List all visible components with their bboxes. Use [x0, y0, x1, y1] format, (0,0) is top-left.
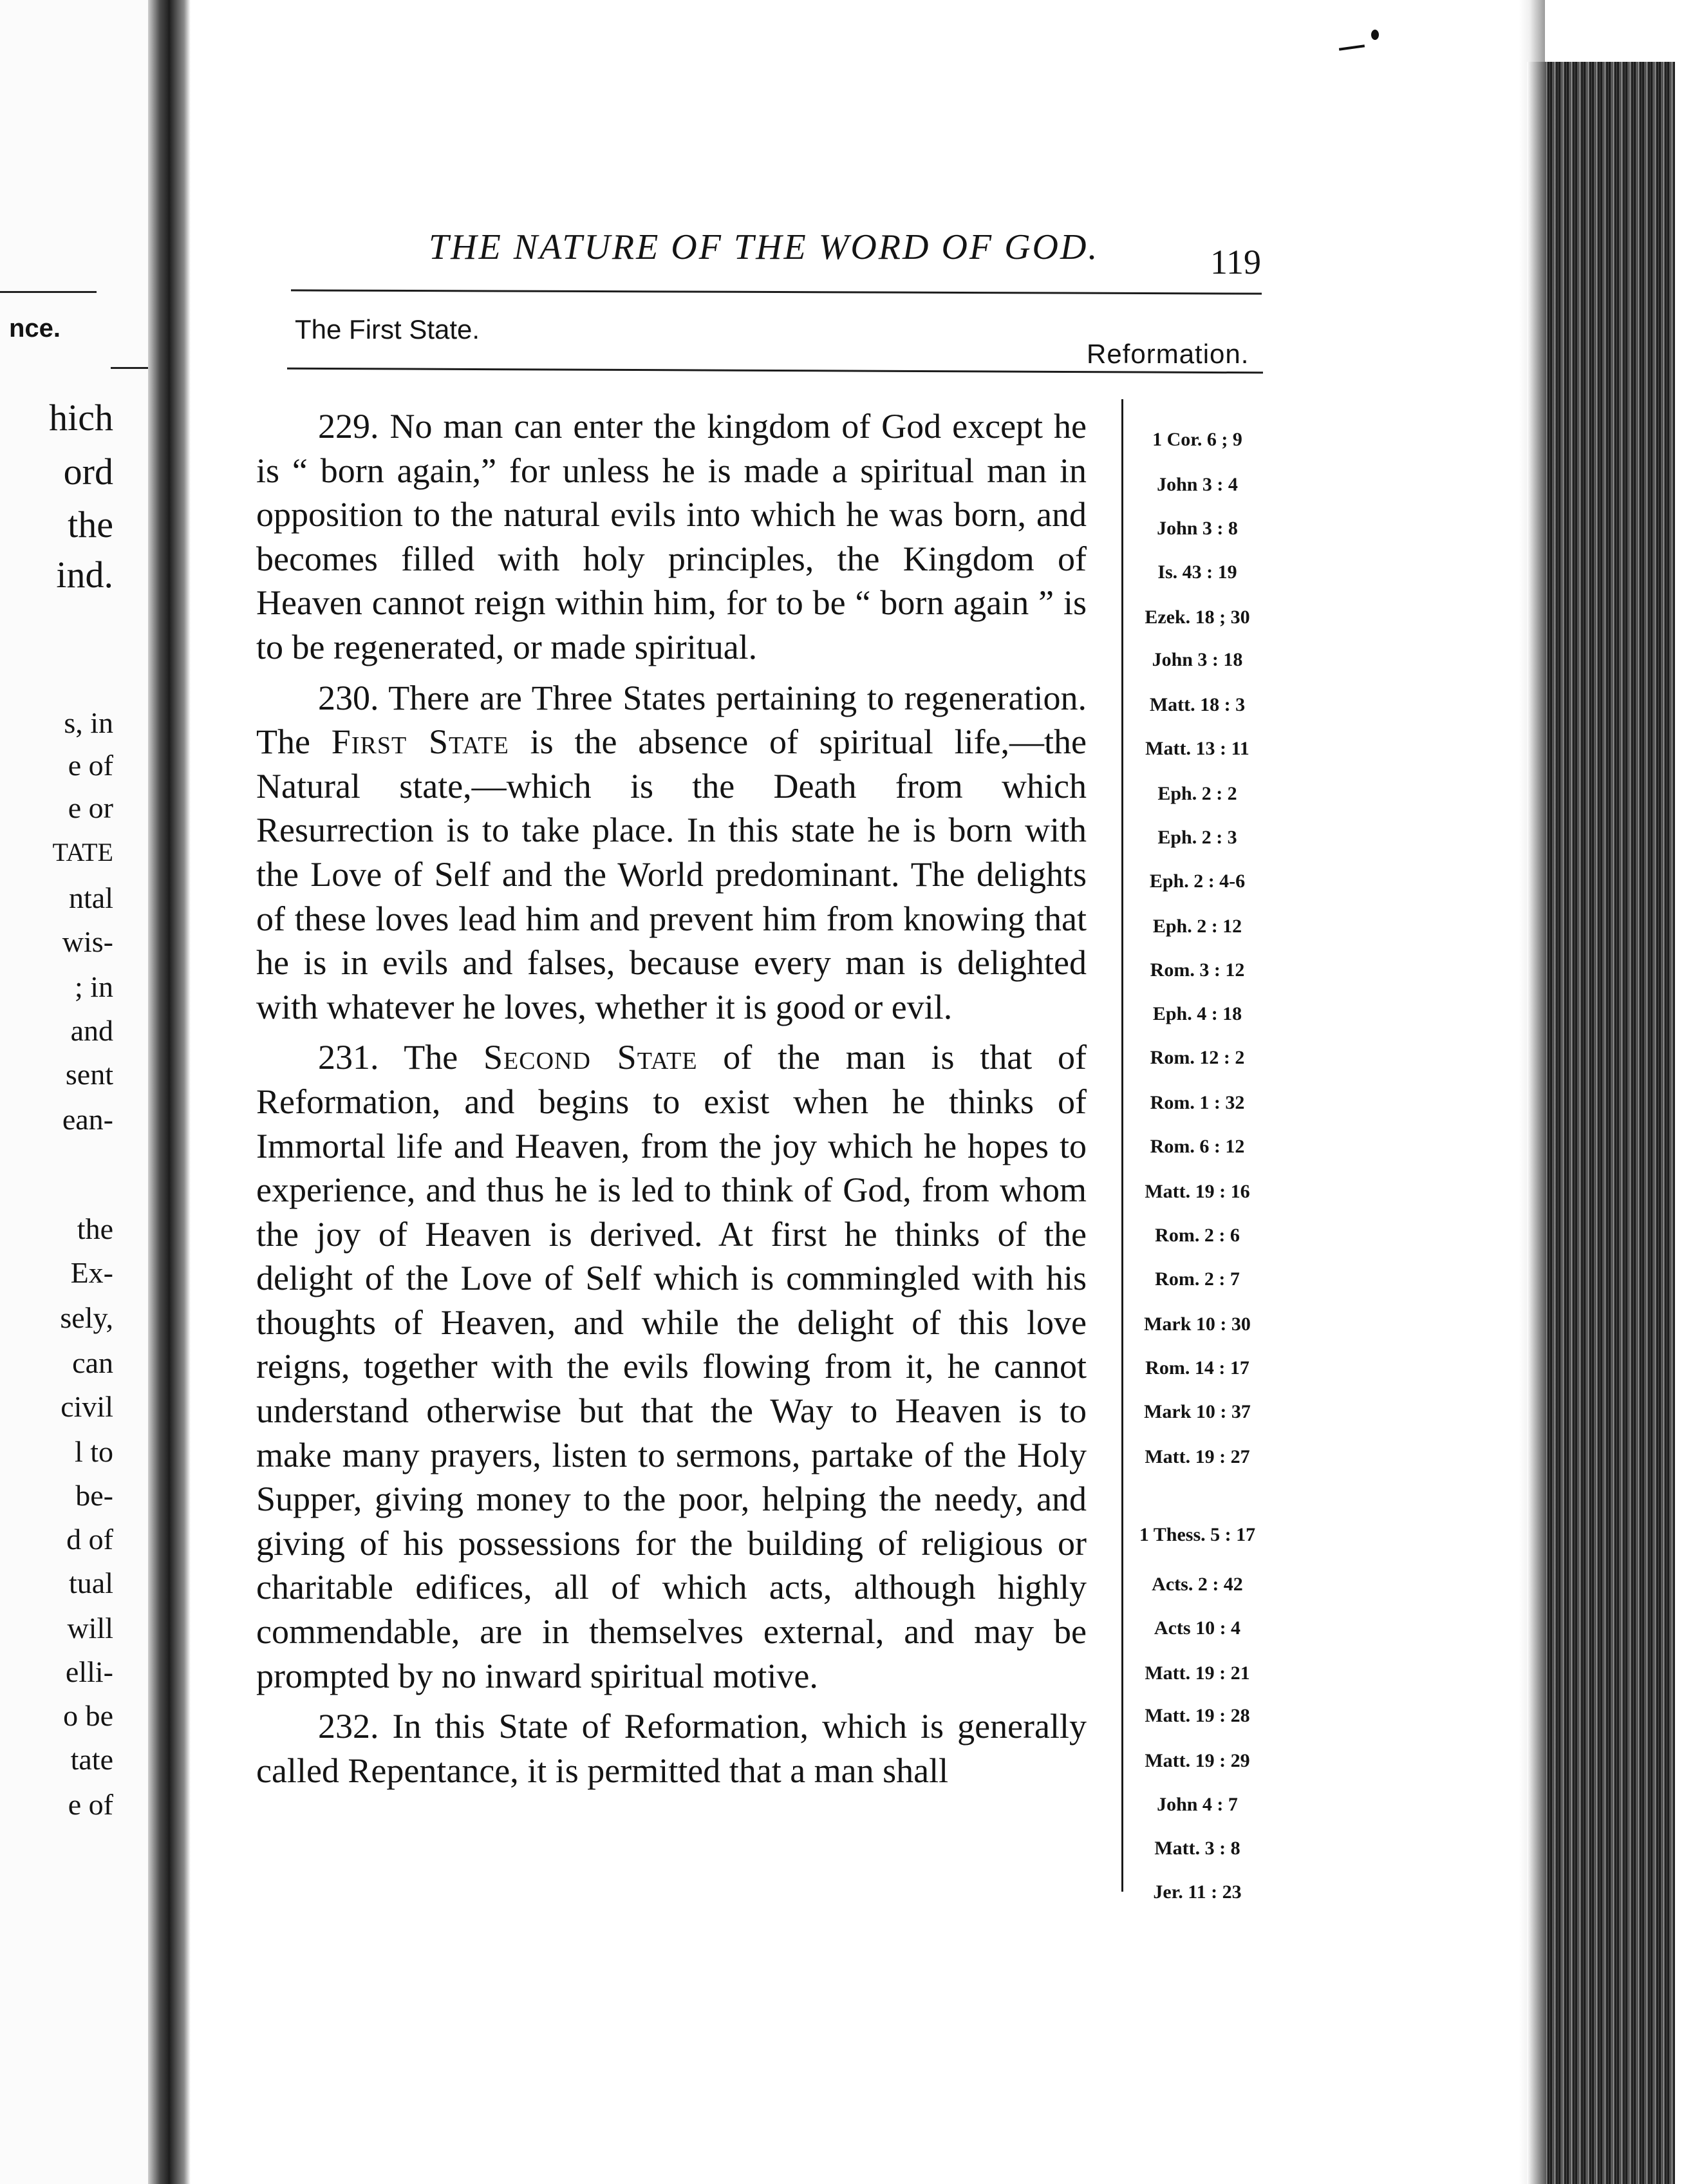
- scripture-reference: Matt. 13 : 11: [1145, 738, 1249, 759]
- scripture-reference: Matt. 19 : 28: [1145, 1705, 1250, 1726]
- left-page-line: e or: [68, 791, 113, 824]
- left-page-line: ean-: [62, 1103, 113, 1136]
- scan-speck: [1339, 44, 1365, 51]
- scripture-reference: Eph. 2 : 12: [1152, 916, 1242, 937]
- scripture-reference: Rom. 12 : 2: [1150, 1047, 1245, 1068]
- left-page-line: e of: [68, 1788, 113, 1821]
- scripture-reference: Matt. 18 : 3: [1149, 694, 1246, 715]
- scripture-reference: Eph. 2 : 2: [1157, 783, 1237, 804]
- page-number: 119: [1210, 243, 1261, 281]
- paragraph-229: [256, 404, 1087, 670]
- page-stack-shade: [1527, 62, 1546, 2184]
- left-page-line: elli-: [65, 1655, 113, 1688]
- left-page-line: ind.: [56, 554, 113, 596]
- scripture-reference: John 3 : 8: [1157, 518, 1238, 539]
- left-page-line: be-: [75, 1479, 113, 1512]
- paragraph-231: [256, 1035, 1087, 1698]
- header-rule: [291, 289, 1262, 294]
- scripture-reference: 1 Thess. 5 : 17: [1139, 1524, 1256, 1545]
- scripture-reference: John 4 : 7: [1157, 1794, 1238, 1815]
- scripture-reference: Jer. 11 : 23: [1153, 1881, 1242, 1903]
- left-page-line: ord: [63, 451, 113, 493]
- paragraph-text: of the man is that of Reformation, and begins to exist when he thinks of Immortal life and Heaven, from the joy which he hopes to experience, and thus he is led to think of God, from whom the joy of Heaven is derived. At first he thinks of the delight of the Love of Self which is commingled with his thoughts of Heaven, and while the delight of this love reigns, together with the evils flowing from it, he cannot understand otherwise but that the Way to Heaven is to make many prayers, listen to sermons, partake of the Holy Supper, giving money to the poor, helping the needy, and giving of his possessions for the building of religious or charitable edifices, all of which acts, although highly commendable, are in themselves external, and may be prompted by no inward spiritual motive.: [256, 1038, 1087, 1695]
- left-page-line: the: [77, 1212, 113, 1245]
- scripture-reference: Matt. 3 : 8: [1154, 1838, 1240, 1859]
- small-caps-term: Second State: [483, 1038, 698, 1077]
- scripture-reference: Is. 43 : 19: [1157, 561, 1237, 583]
- scan-speck: [1371, 30, 1379, 40]
- left-page-line: can: [72, 1346, 113, 1379]
- left-page-line: o be: [63, 1699, 113, 1732]
- left-page-line: Ex-: [70, 1256, 113, 1289]
- paragraph-text: 231. The: [318, 1038, 483, 1077]
- paragraph-text: 230. There are Three States pertaining to regeneration. The: [256, 678, 1087, 762]
- left-page-line: the: [68, 504, 113, 545]
- scripture-reference: Mark 10 : 37: [1144, 1401, 1251, 1422]
- left-page-line: will: [67, 1612, 113, 1644]
- left-page-line: wis-: [62, 925, 113, 958]
- scripture-reference: Ezek. 18 ; 30: [1145, 607, 1250, 628]
- left-page-line: ntal: [69, 881, 113, 914]
- left-page-line: s, in: [64, 706, 113, 739]
- scripture-reference: John 3 : 18: [1152, 649, 1243, 670]
- scripture-reference: Matt. 19 : 16: [1145, 1181, 1250, 1202]
- small-caps-term: First State: [331, 722, 509, 762]
- scripture-reference: Rom. 14 : 17: [1145, 1357, 1249, 1379]
- left-page-line: tual: [69, 1567, 113, 1599]
- left-page-rule: [0, 291, 97, 293]
- scripture-reference: Acts. 2 : 42: [1152, 1574, 1243, 1595]
- scripture-reference: Rom. 6 : 12: [1150, 1136, 1245, 1157]
- left-page-line: ; in: [74, 970, 113, 1003]
- scripture-reference: John 3 : 4: [1157, 474, 1238, 495]
- body-text: [256, 404, 1087, 1793]
- gutter-shadow: [169, 0, 191, 2184]
- page-stack: [1533, 62, 1675, 2184]
- left-page-line: civil: [61, 1390, 113, 1423]
- scripture-reference: Rom. 2 : 7: [1155, 1268, 1240, 1290]
- scripture-reference: 1 Cor. 6 ; 9: [1152, 429, 1242, 450]
- scripture-reference: Matt. 19 : 21: [1145, 1662, 1250, 1684]
- left-page-line: d of: [66, 1523, 113, 1556]
- paragraph-text: 232. In this State of Reformation, which is generally called Repentance, it is permitted that a man shall: [256, 1707, 1087, 1790]
- scripture-reference: Rom. 2 : 6: [1155, 1225, 1240, 1246]
- scripture-reference: Eph. 2 : 3: [1157, 827, 1237, 848]
- scripture-reference: Acts 10 : 4: [1154, 1617, 1241, 1639]
- left-page-line: sely,: [60, 1301, 113, 1334]
- scripture-reference: Rom. 3 : 12: [1150, 959, 1245, 981]
- scripture-reference: Matt. 19 : 27: [1145, 1446, 1250, 1467]
- paragraph-230: [256, 676, 1087, 1030]
- section-heading-left: The First State.: [295, 314, 480, 344]
- scripture-reference: Mark 10 : 30: [1144, 1313, 1251, 1335]
- scripture-reference: Matt. 19 : 29: [1145, 1750, 1250, 1771]
- left-page-line: tate: [70, 1743, 113, 1776]
- page-block-edge: [1527, 62, 1684, 2184]
- section-heading-right: Reformation.: [1087, 339, 1249, 369]
- left-page-line: l to: [74, 1435, 113, 1468]
- paragraph-text: is the absence of spiritual life,—the Natural state,—which is the Death from which Resurrection is to take place. In this state he is born with the Love of Self and the World predominant. The delights of these loves lead him and prevent him from knowing that he is in evils and falses, because every man is delighted with whatever he loves, whether it is good or evil.: [256, 722, 1087, 1026]
- paragraph-232: [256, 1704, 1087, 1793]
- paragraph-text: 229. No man can enter the kingdom of God except he is “ born again,” for unless he is made a spiritual man in opposition to the natural evils into which he was born, and becomes filled with holy principles, the Kingdom of Heaven cannot reign within him, for to be “ born again ” is to be regenerated, or made spiritual.: [256, 407, 1087, 666]
- left-page-fragment: [0, 0, 169, 2184]
- left-page-line: e of: [68, 749, 113, 782]
- scripture-reference: Eph. 2 : 4-6: [1149, 871, 1246, 892]
- left-page-line: hich: [49, 397, 113, 438]
- left-page-line: TATE: [52, 838, 113, 867]
- scripture-reference: Eph. 4 : 18: [1152, 1003, 1242, 1024]
- left-page-line: sent: [65, 1058, 113, 1091]
- scripture-reference: Rom. 1 : 32: [1150, 1092, 1245, 1113]
- left-page-line: and: [70, 1014, 113, 1047]
- left-page-heading: nce.: [8, 314, 61, 343]
- running-title: THE NATURE OF THE WORD OF GOD.: [429, 227, 1099, 267]
- margin-rule: [1121, 399, 1123, 1892]
